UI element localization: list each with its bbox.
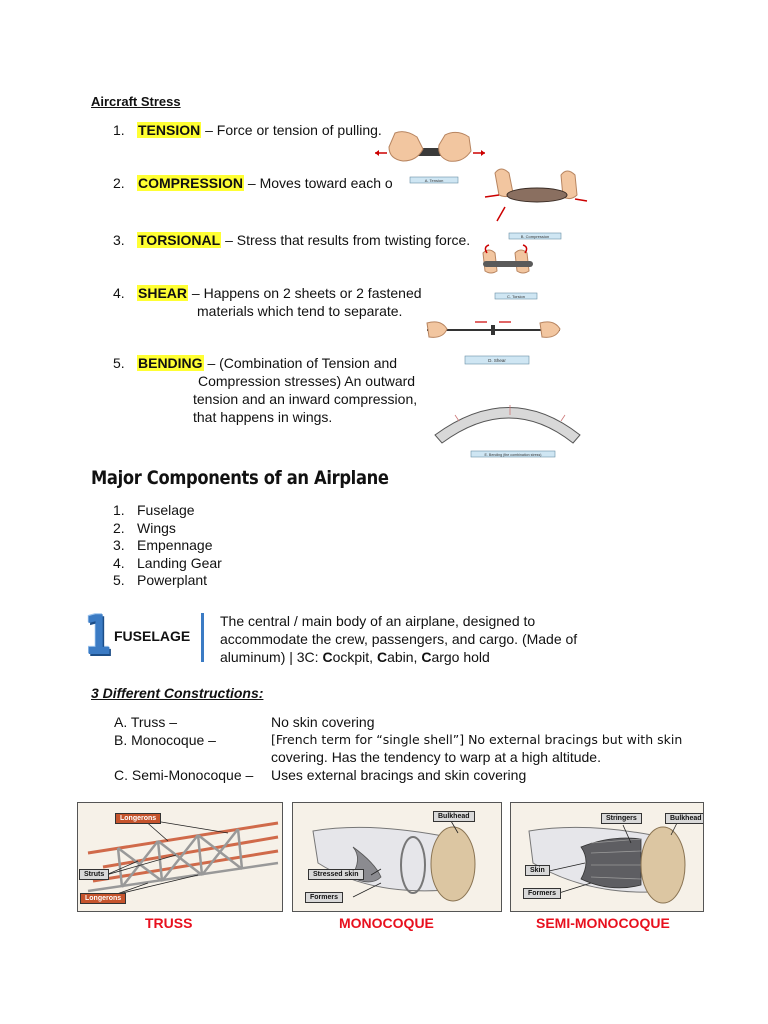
diagram-label: Stressed skin — [308, 869, 364, 880]
diagram-label: Struts — [79, 869, 109, 880]
construction-description: [French term for “single shell”] No external bracings but with skin — [271, 732, 683, 747]
construction-description: No skin covering — [271, 714, 375, 730]
three-c-rest: abin, — [387, 649, 422, 665]
diagram-label: Longerons — [115, 813, 161, 824]
description-line: The central / main body of an airplane, designed to — [220, 613, 536, 629]
figure-caption-truss: TRUSS — [145, 915, 193, 931]
figure-caption-semi-monocoque: SEMI-MONOCOQUE — [536, 915, 670, 931]
list-item — [113, 571, 222, 589]
stress-description: – Happens on 2 sheets or 2 fastened — [188, 285, 422, 301]
compression-illustration — [485, 169, 587, 221]
diagram-label: Bulkhead — [665, 813, 704, 824]
component-label: Wings — [137, 519, 176, 536]
stress-item-compression — [113, 174, 393, 192]
item-number: 2. — [113, 175, 125, 191]
fuselage-label: FUSELAGE — [114, 628, 191, 644]
diagram-label: Formers — [305, 892, 343, 903]
section-title-aircraft-stress: Aircraft Stress — [91, 94, 181, 109]
list-item — [113, 554, 222, 572]
description-text: aluminum) | 3C: — [220, 649, 323, 665]
construction-term: C. Semi-Monocoque – — [114, 767, 254, 783]
torsion-illustration — [483, 245, 533, 273]
construction-description-continued: covering. Has the tendency to warp at a high altitude. — [271, 749, 601, 765]
stress-description: – Stress that results from twisting force. — [221, 232, 471, 248]
figure-caption: C. Torsion — [507, 294, 525, 299]
fuselage-number-graphic: 1 — [84, 604, 113, 667]
stress-term: BENDING — [138, 355, 203, 371]
figure-caption: E. Bending (the combination stress) — [484, 453, 542, 457]
diagram-label: Formers — [523, 888, 561, 899]
construction-description: Uses external bracings and skin covering — [271, 767, 527, 783]
stress-description-continued: tension and an inward compression, — [193, 391, 418, 407]
component-label: Landing Gear — [137, 554, 222, 571]
shear-illustration — [427, 322, 560, 337]
stress-description-continued: Compression stresses) An outward — [198, 373, 416, 389]
bending-illustration — [435, 405, 580, 443]
monocoque-diagram — [292, 802, 502, 912]
item-number: 4. — [113, 554, 125, 571]
stress-term: TORSIONAL — [138, 232, 221, 248]
component-list — [113, 501, 222, 589]
construction-term: B. Monocoque – — [114, 732, 216, 748]
item-number: 3. — [113, 537, 125, 553]
diagram-label: Stringers — [601, 813, 642, 824]
item-number: 1. — [113, 502, 125, 518]
item-number: 5. — [113, 572, 125, 588]
stress-description-continued: materials which tend to separate. — [197, 303, 403, 319]
stress-description: – Moves toward each o — [244, 175, 393, 191]
stress-term: TENSION — [138, 122, 201, 138]
section-title-constructions: 3 Different Constructions: — [91, 685, 264, 701]
fuselage-description — [220, 612, 577, 666]
divider — [201, 613, 204, 662]
component-label: Empennage — [137, 537, 213, 553]
stress-illustrations — [375, 125, 590, 465]
stress-term: SHEAR — [138, 285, 188, 301]
three-c-initial: C — [421, 649, 432, 665]
list-item — [113, 536, 222, 554]
stress-description: – (Combination of Tension and — [203, 355, 398, 371]
item-number: 2. — [113, 519, 125, 536]
three-c-initial: C — [322, 649, 333, 665]
stress-item-tension — [113, 121, 382, 139]
list-item — [113, 519, 222, 537]
diagram-label: Skin — [525, 865, 550, 876]
section-title-major-components: Major Components of an Airplane — [91, 467, 389, 489]
item-number: 4. — [113, 285, 125, 301]
description-line: accommodate the crew, passengers, and cargo. (Made of — [220, 631, 578, 647]
three-c-rest: argo hold — [431, 649, 490, 665]
stress-description-continued: that happens in wings. — [193, 409, 333, 425]
figure-caption: D. Shear — [488, 358, 506, 363]
component-label: Powerplant — [137, 572, 208, 588]
diagram-label: Longerons — [80, 893, 126, 904]
truss-diagram — [77, 802, 283, 912]
item-number: 3. — [113, 232, 125, 248]
three-c-initial: C — [376, 649, 388, 665]
three-c-rest: ockpit, — [332, 649, 377, 665]
list-item — [113, 501, 222, 519]
figure-caption: B. Compression — [520, 234, 550, 239]
construction-term: A. Truss – — [114, 714, 178, 730]
stress-description: – Force or tension of pulling. — [201, 122, 382, 138]
tension-illustration — [375, 132, 485, 162]
stress-item-bending — [113, 354, 397, 372]
figure-caption: A. Tension — [424, 178, 444, 183]
stress-term: COMPRESSION — [138, 175, 244, 191]
semi-monocoque-diagram — [510, 802, 704, 912]
item-number: 1. — [113, 122, 125, 138]
description-line — [220, 648, 577, 666]
item-number: 5. — [113, 355, 125, 371]
diagram-label: Bulkhead — [433, 811, 475, 822]
component-label: Fuselage — [137, 502, 195, 518]
figure-caption-monocoque: MONOCOQUE — [339, 915, 434, 931]
